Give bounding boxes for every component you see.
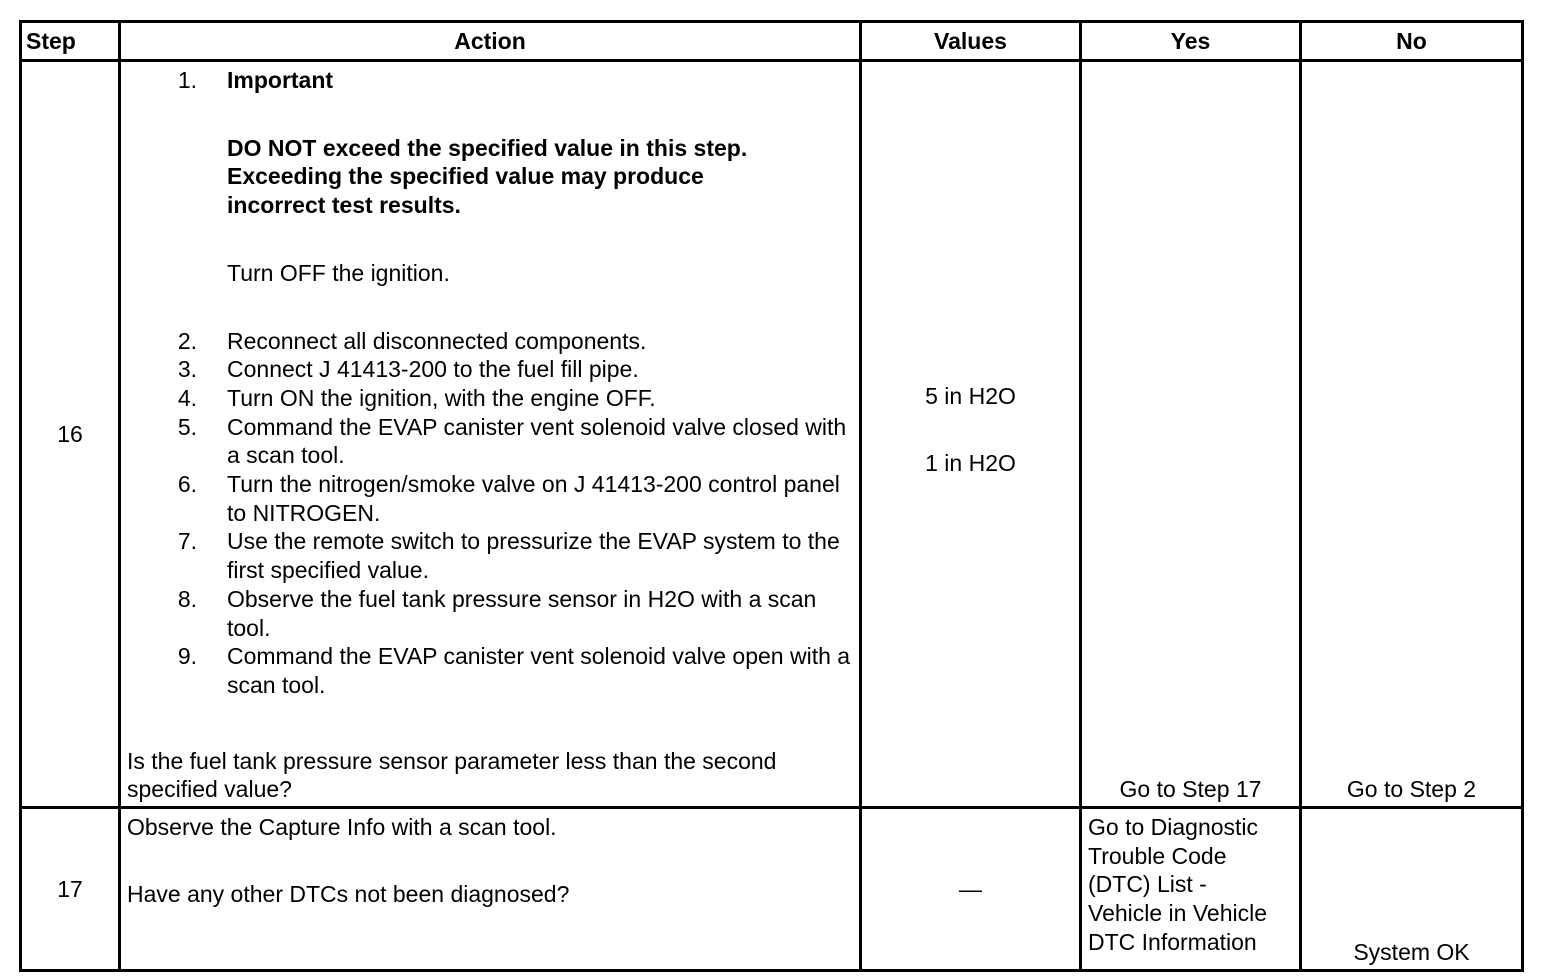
no-cell: Go to Step 2 [1301,61,1523,808]
warning-line: incorrect test results. [227,192,461,219]
list-item-number: 2. [177,327,197,354]
list-item [127,527,855,584]
list-item-number: 1. [177,67,197,93]
header-no: No [1301,22,1523,61]
step-question: Have any other DTCs not been diagnosed? [127,880,570,907]
list-item-number: 3. [177,356,197,383]
list-item-number: 9. [177,643,197,670]
warning-line: Exceeding the specified value may produce [227,163,704,190]
list-item-important [127,66,855,288]
yes-cell [1081,808,1301,971]
list-item-text: Reconnect all disconnected components. [227,327,647,354]
action-cell [120,808,861,971]
list-item [127,384,855,413]
yes-text-line: Trouble Code [1088,842,1227,869]
list-item [127,327,855,356]
list-item-text: Observe the fuel tank pressure sensor in H2O with a scan tool. [227,585,817,641]
list-item [127,642,855,699]
action-cell [120,61,861,808]
step-number: 16 [21,61,120,808]
list-item-number: 5. [177,413,197,440]
values-cell [861,61,1081,808]
action-text: Observe the Capture Info with a scan tool. [127,814,557,840]
list-item [127,585,855,642]
yes-text-line: DTC Information [1088,928,1257,955]
warning-line: DO NOT exceed the specified value in this step. [227,134,748,161]
header-yes: Yes [1081,22,1301,61]
table-row-step-16 [21,61,1523,808]
list-item-text: Use the remote switch to pressurize the EVAP system to the first specified value. [227,528,840,584]
list-item-number: 4. [177,384,197,411]
header-values: Values [861,22,1081,61]
list-item-number: 8. [177,585,197,612]
list-item [127,470,855,527]
yes-text-line: Vehicle in Vehicle [1088,900,1268,927]
important-heading: Important [227,67,334,93]
list-item-text: Connect J 41413-200 to the fuel fill pipe. [227,356,639,383]
header-row [21,22,1523,61]
list-item [127,413,855,470]
yes-cell: Go to Step 17 [1081,61,1301,808]
specified-value-first: 5 in H2O [925,383,1016,409]
important-action: Turn OFF the ignition. [227,259,450,286]
table-row-step-17 [21,808,1523,971]
list-item-text: Command the EVAP canister vent solenoid valve closed with a scan tool. [227,413,847,469]
no-cell: System OK [1301,808,1523,971]
list-item-text: Turn ON the ignition, with the engine OFF. [227,384,656,411]
list-item-text: Command the EVAP canister vent solenoid valve open with a scan tool. [227,643,851,698]
list-item-number: 7. [177,528,197,555]
yes-text-line: (DTC) List - [1088,871,1207,898]
list-item-number: 6. [177,471,197,498]
list-item [127,355,855,384]
values-cell: — [861,808,1081,971]
header-step: Step [21,22,120,61]
yes-text-line: Go to Diagnostic [1088,814,1259,840]
header-action: Action [120,22,861,61]
important-warning [227,134,855,220]
step-question: Is the fuel tank pressure sensor parameter less than the second specified value? [127,747,777,803]
procedure-list [127,327,855,700]
specified-value-second: 1 in H2O [925,449,1016,476]
step-number: 17 [21,808,120,971]
list-item-text: Turn the nitrogen/smoke valve on J 41413-200 control panel to NITROGEN. [227,471,840,526]
diagnostic-table [19,20,1524,972]
